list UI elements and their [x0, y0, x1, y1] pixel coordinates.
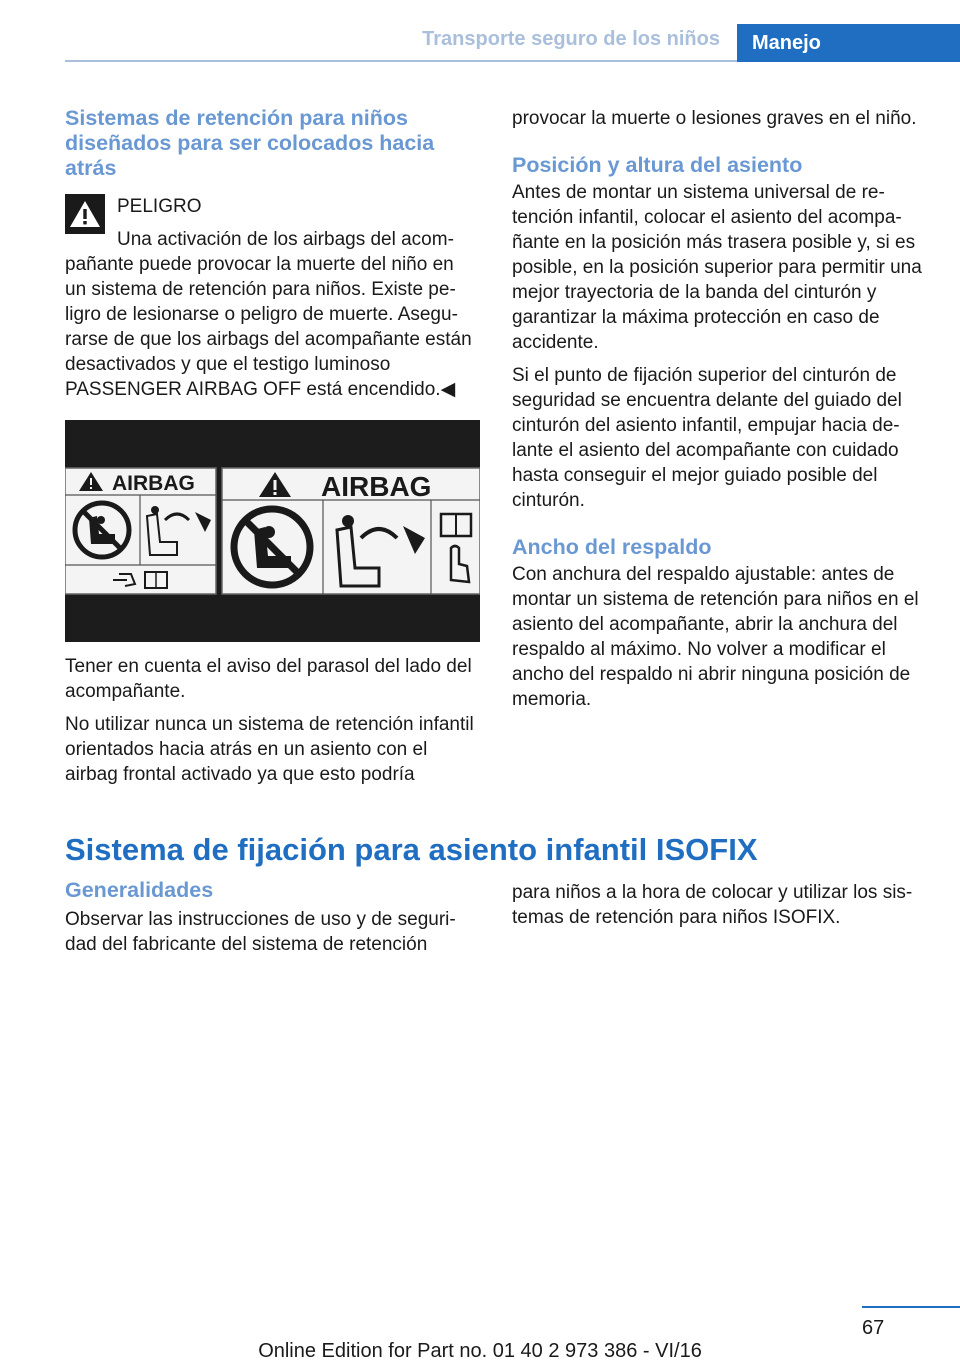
warning-triangle-icon: [65, 194, 105, 234]
warning-text: Una activación de los airbags del acompañante puede provocar la muerte del niño en un sistema de retención para niños. Existe peligro de lesionarse o peligro de muerte. Asegurarse de que los airbags del acompañante están desactivados y que el testigo luminoso PASSENGER AIRBAG OFF está encendido.◀: [65, 229, 472, 400]
isofix-left-column: [65, 878, 480, 965]
page-header: [0, 0, 960, 62]
section-title-isofix: Sistema de fijación para asiento infantil ISOFIX: [65, 832, 758, 867]
paragraph: No utilizar nunca un sistema de retención infantil orientados hacia atrás en un asiento con el airbag frontal activado ya que esto podría: [65, 714, 474, 785]
danger-warning: [65, 194, 480, 402]
section-tab: Manejo: [737, 24, 960, 62]
airbag-warning-label-figure: [65, 420, 480, 642]
edition-footer: Online Edition for Part no. 01 40 2 973 386 - VI/16: [258, 1340, 702, 1362]
isofix-right-column: [512, 880, 927, 938]
paragraph: Con anchura del respaldo ajustable: antes de montar un sistema de retención para niños en el asiento del acompañante, abrir la anchura del respaldo al máximo. No volver a modificar el ancho del respaldo ni abrir ninguna posición de memoria.: [512, 564, 919, 710]
paragraph: Antes de montar un sistema universal de retención infantil, colocar el asiento del acompañante en la posición más trasera posible y, si es posible, en la posición superior para permitir una mejor trayectoria de la banda del cinturón y garantizar la máxima protección en caso de accidente.: [512, 182, 922, 353]
left-column: [65, 106, 480, 402]
paragraph: Si el punto de fijación superior del cinturón de seguridad se encuentra delante del guiado del cinturón del asiento infantil, empujar hacia delante el asiento del acompañante con cuidado hasta conseguir el mejor guiado posible del cinturón.: [512, 365, 902, 511]
section-heading-seat-position: Posición y altura del asiento: [512, 153, 803, 177]
left-column-text: [65, 654, 480, 795]
warning-title: PELIGRO: [117, 196, 202, 217]
paragraph: Tener en cuenta el aviso del parasol del lado del acompañante.: [65, 656, 472, 702]
chapter-title: Transporte seguro de los niños: [422, 28, 720, 50]
small-airbag-label: AIRBAG: [112, 472, 195, 495]
page-number: 67: [862, 1317, 885, 1339]
section-heading-rear-facing: Sistemas de retención para niños diseñados para ser colocados hacia atrás: [65, 106, 435, 180]
paragraph: para niños a la hora de colocar y utilizar los sistemas de retención para niños ISOFIX.: [512, 882, 913, 928]
footer-rule: [862, 1306, 960, 1308]
paragraph: Observar las instrucciones de uso y de seguridad del fabricante del sistema de retención: [65, 909, 456, 955]
right-column: [512, 106, 927, 720]
header-rule: [65, 60, 737, 62]
paragraph-continuation: provocar la muerte o lesiones graves en el niño.: [512, 108, 917, 129]
section-heading-general: Generalidades: [65, 878, 214, 902]
large-airbag-label: AIRBAG: [321, 471, 432, 502]
section-heading-backrest-width: Ancho del respaldo: [512, 535, 712, 559]
